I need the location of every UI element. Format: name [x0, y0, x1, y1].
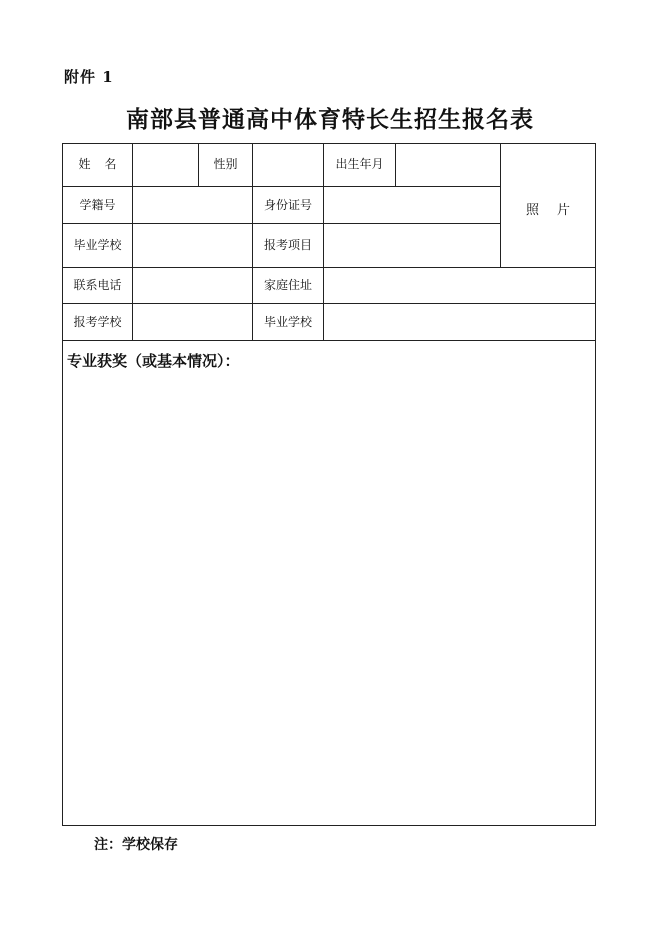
- apply-item-label: 报考项目: [263, 238, 312, 252]
- graduation-school-label-2: 毕业学校: [263, 315, 312, 329]
- student-id-label: 学籍号: [79, 198, 116, 212]
- row-divider-1: [62, 186, 500, 187]
- gender-label: 性别: [213, 157, 238, 171]
- row-divider-4: [62, 303, 596, 304]
- name-label: 姓名: [78, 157, 131, 171]
- attachment-label: 附件 1: [64, 68, 114, 86]
- photo-label: 照片: [525, 203, 588, 218]
- row-divider-2: [62, 223, 500, 224]
- col-divider-a: [132, 143, 133, 341]
- table-border-bottom: [62, 825, 596, 826]
- apply-school-label: 报考学校: [73, 315, 122, 329]
- row-divider-3: [62, 267, 596, 268]
- col-divider-e: [395, 143, 396, 187]
- home-address-label: 家庭住址: [263, 278, 312, 292]
- form-title: 南部县普通高中体育特长生招生报名表: [126, 106, 534, 133]
- graduation-school-label: 毕业学校: [73, 238, 122, 252]
- col-divider-d: [323, 143, 324, 341]
- footnote: 注：学校保存: [94, 837, 178, 853]
- id-card-label: 身份证号: [263, 198, 312, 212]
- row-divider-5: [62, 340, 596, 341]
- table-border-top: [62, 143, 596, 144]
- awards-label: 专业获奖（或基本情况）：: [67, 352, 240, 370]
- birth-date-label: 出生年月: [335, 157, 384, 171]
- phone-label: 联系电话: [73, 278, 122, 292]
- table-border-right: [595, 143, 596, 826]
